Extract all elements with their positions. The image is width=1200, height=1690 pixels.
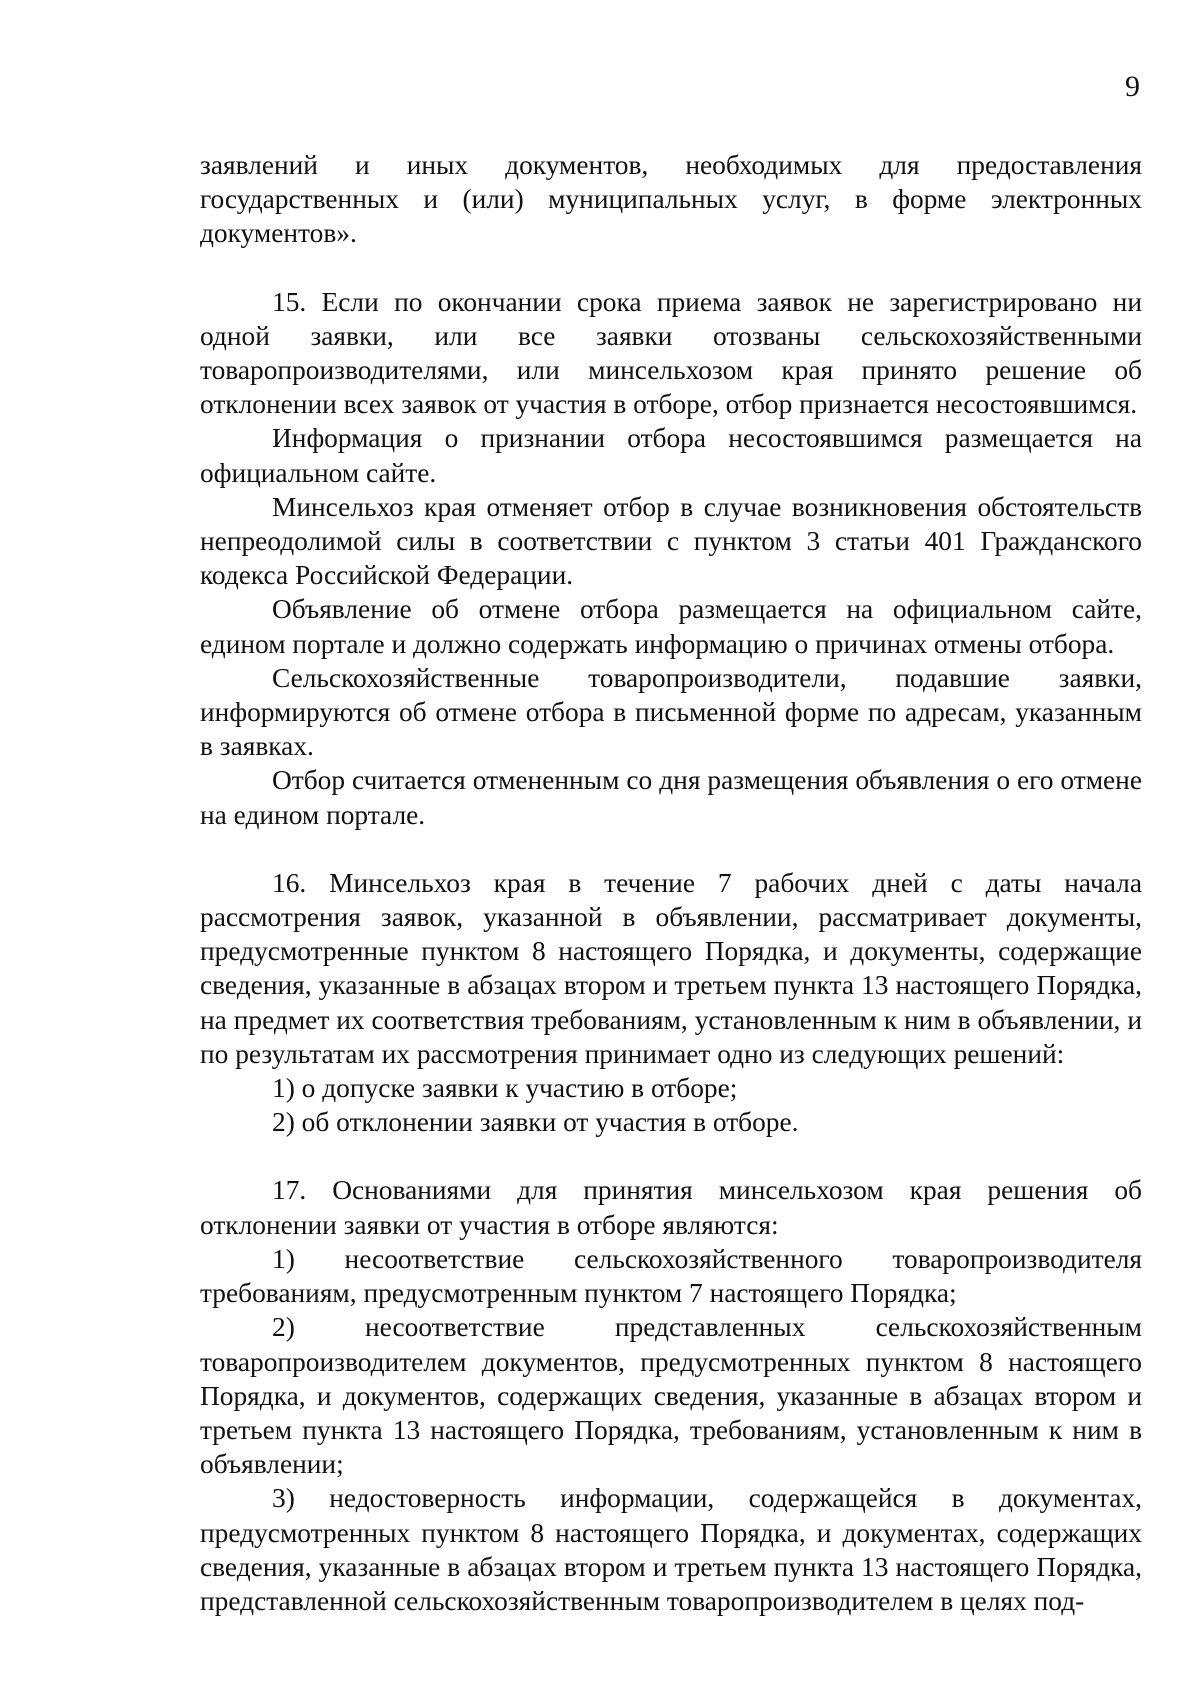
paragraph-15: 15. Если по окончании срока приема заявок не зарегистрировано ни одной заявки, или все заявки отозваны сельскохозяйственными товаропроизводителями, или минсельхозом края принято решение об отклонении всех заявок от участия в отборе, отбор признается несостоявшимся. [200, 286, 1142, 420]
paragraph-15-info: Информация о признании отбора несостоявшимся размещается на официальном сайте. [200, 423, 1142, 488]
paragraph-15-cancel: Минсельхоз края отменяет отбор в случае возникновения обстоятельств непреодолимой силы в соответствии с пунктом 3 статьи 401 Гражданского кодекса Российской Федерации. [200, 491, 1142, 591]
paragraph-15-cancelled: Отбор считается отмененным со дня размещения объявления о его отмене на едином портале. [200, 765, 1142, 830]
page-number: 9 [1125, 70, 1140, 103]
paragraph-15-announcement: Объявление об отмене отбора размещается на официальном сайте, едином портале и должно содержать информацию о причинах отмены отбора. [200, 594, 1142, 659]
paragraph-15-notify: Сельскохозяйственные товаропроизводители, подавшие заявки, информируются об отмене отбора в письменной форме по адресам, указанным в заявках. [200, 662, 1142, 762]
paragraph-16-item-2: 2) об отклонении заявки от участия в отборе. [272, 1107, 799, 1138]
document-body [200, 148, 1142, 1618]
paragraph-16-item-1: 1) о допуске заявки к участию в отборе; [272, 1073, 738, 1104]
paragraph-17-item-2: 2) несоответствие представленных сельскохозяйственным товаропроизводителем документов, предусмотренных пунктом 8 настоящего Порядка, и документов, содержащих сведения, указанные в абзацах втором и третьем пункта 13 настоящего Порядка, требованиям, установленным к ним в объявлении; [200, 1312, 1142, 1480]
paragraph-17: 17. Основаниями для принятия минсельхозом края решения об отклонении заявки от участия в отборе являются: [200, 1175, 1142, 1240]
paragraph-17-item-1: 1) несоответствие сельскохозяйственного товаропроизводителя требованиям, предусмотренным пунктом 7 настоящего Порядка; [200, 1243, 1142, 1309]
paragraph-continuation: заявлений и иных документов, необходимых для предоставления государственных и (или) муниципальных услуг, в форме электронных документов». [200, 150, 1142, 249]
paragraph-17-item-3: 3) недостоверность информации, содержащейся в документах, предусмотренных пунктом 8 настоящего Порядка, и документах, содержащих сведения, указанные в абзацах втором и третьем пункта 13 настоящего Порядка, представленной сельскохозяйственным товаропроизводителем в целях под- [200, 1483, 1142, 1616]
paragraph-16: 16. Минсельхоз края в течение 7 рабочих дней с даты начала рассмотрения заявок, указанной в объявлении, рассматривает документы, предусмотренные пунктом 8 настоящего Порядка, и документы, содержащие сведения, указанные в абзацах втором и третьем пункта 13 настоящего Порядка, на предмет их соответствия требованиям, установленным к ним в объявлении, и по результатам их рассмотрения принимает одно из следующих решений: [200, 867, 1142, 1069]
